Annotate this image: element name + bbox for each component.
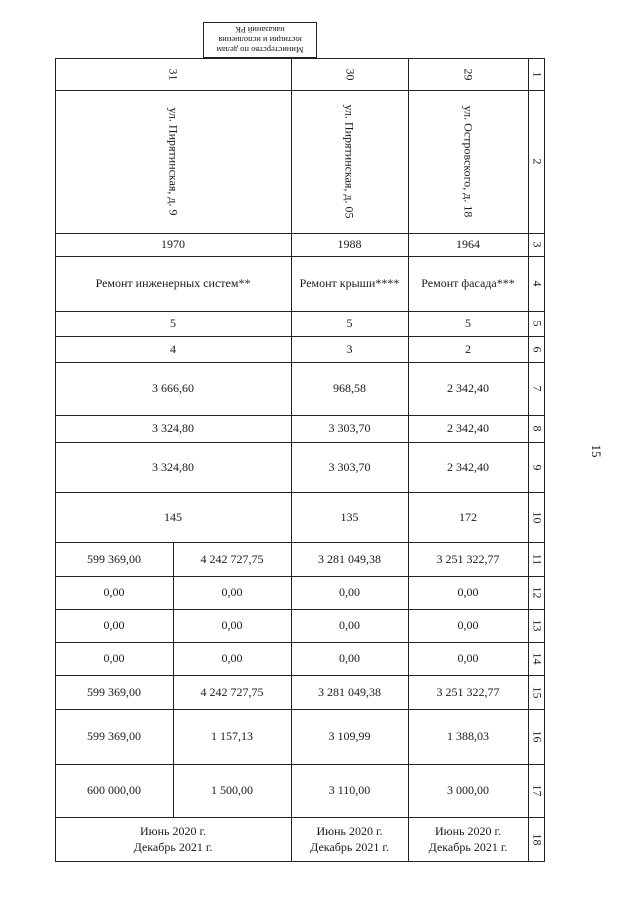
table-cell: 968,58 [333,381,366,395]
row-index: 16 [530,730,544,743]
row-index: 13 [530,619,544,632]
table-cell: 0,00 [339,618,360,632]
row-index: 11 [530,553,544,565]
table-cell: 1 388,03 [447,729,489,743]
row-index: 9 [530,464,544,470]
table-cell: 0,00 [221,618,243,632]
table-cell: 599 369,00 [87,729,141,743]
table-cell: 2 342,40 [447,421,489,435]
row-index: 5 [530,320,544,327]
table-cell: 0,00 [103,618,125,632]
table-cell: 2 [465,341,471,356]
table-cell: 3 324,80 [152,421,194,435]
table-cell: 0,00 [457,585,479,599]
table-cell: 0,00 [457,651,479,665]
table-cell: 599 369,00 [87,684,141,699]
period-cell [55,817,291,861]
data-table [55,58,545,862]
table-cell: 0,00 [339,585,360,599]
period-cell [408,817,528,861]
table-cell: 145 [164,509,182,524]
table-cell: 2 342,40 [447,381,489,395]
table-cell: 1 500,00 [211,783,253,797]
table-cell: 172 [459,509,477,524]
table-cell: 3 110,00 [328,783,371,797]
row-index: 6 [530,346,544,352]
row-index: 15 [530,686,544,698]
column-number: 30 [343,68,357,80]
row-index: 4 [530,280,544,287]
period-end: Декабрь 2021 г. [428,840,508,854]
table-cell: 0,00 [339,651,360,665]
table-cell: 3 109,99 [328,729,371,743]
stamp-line: Министерство по делам [216,45,304,55]
table-cell: 0,00 [103,651,125,665]
table-cell: 0,00 [457,618,479,632]
table-cell: 3 666,60 [152,381,194,395]
row-index: 8 [530,425,544,432]
row-index: 2 [530,158,544,165]
table-cell: 1 157,13 [211,729,253,743]
work-type-cell: Ремонт инженерных систем** [95,276,251,290]
stamp-line: наказаний РК [235,25,285,35]
period-cell [291,817,408,861]
table-cell: 3 251 322,77 [436,551,500,566]
table-cell: 2 342,40 [447,459,489,474]
column-number: 29 [461,68,476,80]
row-index: 12 [530,586,544,599]
period-end: Декабрь 2021 г. [133,840,213,854]
row-index: 14 [530,652,544,665]
table-cell: 4 242 727,75 [200,551,264,566]
year-cell: 1964 [456,237,480,251]
table-cell: 3 281 049,38 [318,551,381,566]
table-cell: 5 [465,316,471,330]
row-index: 7 [530,385,544,392]
table-cell: 600 000,00 [87,783,141,797]
column-number: 31 [166,68,181,80]
table-cell: 4 [170,341,176,356]
table-cell: 3 [346,341,353,356]
address-cell: ул. Пирятинская, д. 9 [166,107,181,216]
year-cell: 1988 [337,237,362,251]
table-cell: 0,00 [103,585,125,599]
stamp-line: юстиции и исполнения [218,35,302,45]
table-cell: 135 [340,509,359,524]
table-cell: 3 251 322,77 [436,684,500,699]
work-type-cell: Ремонт фасада*** [421,276,515,290]
table-cell: 5 [346,316,353,330]
work-type-cell: Ремонт крыши**** [299,276,400,290]
period-end: Декабрь 2021 г. [310,840,389,854]
table-cell: 3 281 049,38 [318,684,381,699]
table-cell: 5 [170,316,176,330]
table-cell: 4 242 727,75 [200,684,264,699]
address-cell: ул. Островского, д. 18 [461,105,476,218]
year-cell: 1970 [161,237,185,251]
row-index: 17 [530,784,544,797]
period-start: Июнь 2020 г. [139,824,207,838]
period-start: Июнь 2020 г. [316,824,383,838]
table-cell: 0,00 [221,585,243,599]
row-index: 1 [530,71,544,77]
address-cell: ул. Пирятинская, д. 05 [343,104,357,219]
ministry-stamp [203,22,317,58]
row-index: 3 [530,241,544,248]
table-cell: 599 369,00 [87,551,141,566]
row-index: 10 [530,511,544,523]
period-start: Июнь 2020 г. [434,824,502,838]
table-cell: 0,00 [221,651,243,665]
table-cell: 3 324,80 [152,459,194,474]
page-number: 15 [589,444,604,458]
table-cell: 3 303,70 [328,459,371,474]
row-index: 18 [530,833,544,845]
table-cell: 3 000,00 [447,783,489,797]
table-cell: 3 303,70 [328,421,371,435]
